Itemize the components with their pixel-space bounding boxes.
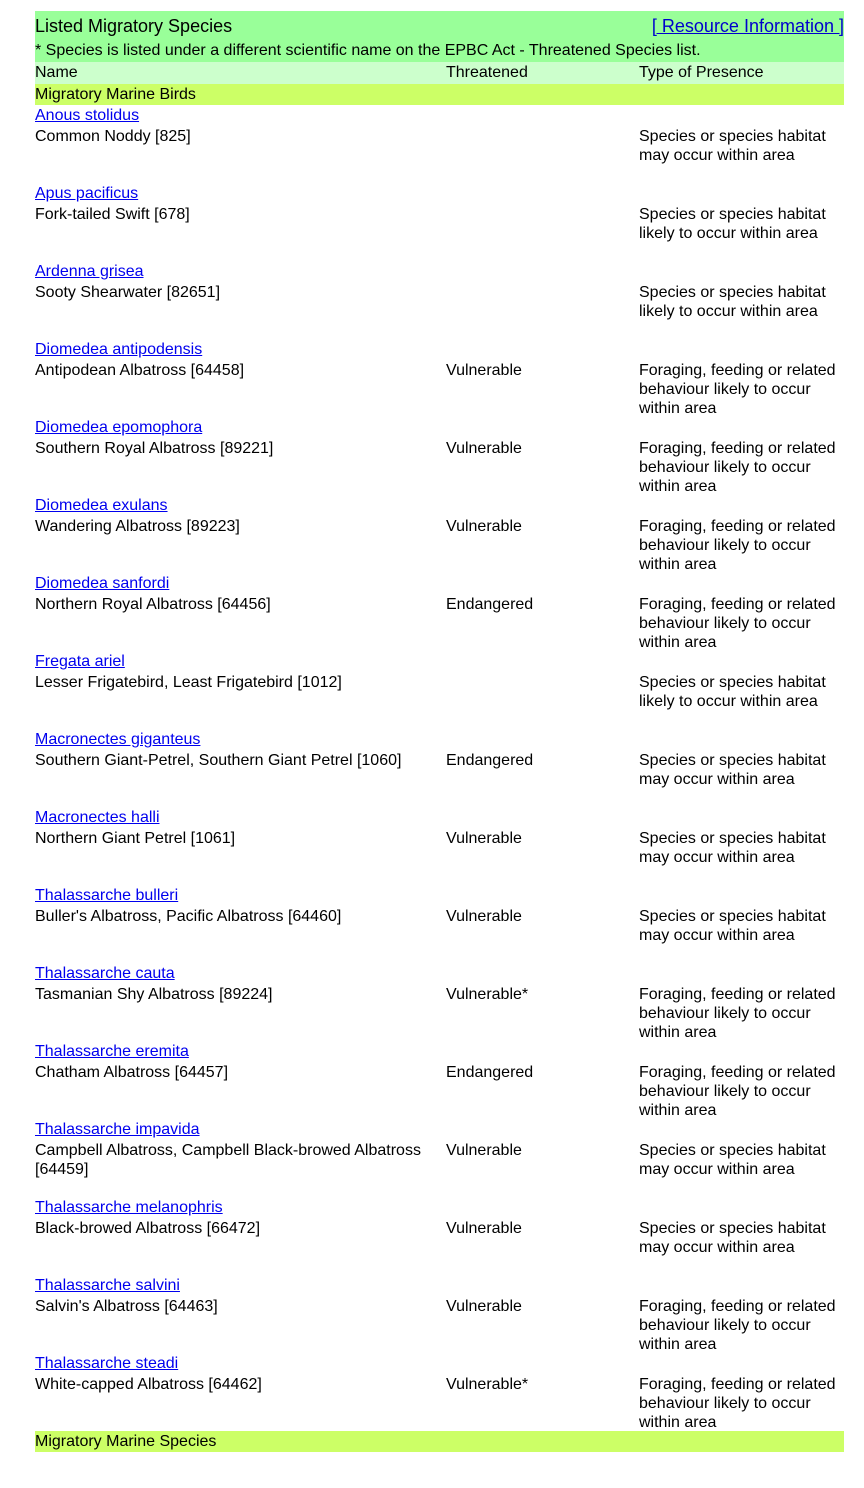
species-type-of-presence: Foraging, feeding or related behaviour likely to occur within area — [639, 986, 836, 1041]
species-type-of-presence: Species or species habitat may occur within area — [639, 908, 826, 944]
species-common-name: Lesser Frigatebird, Least Frigatebird [1012] — [35, 674, 342, 691]
table-row — [35, 105, 844, 183]
table-row — [35, 963, 844, 1041]
species-type-of-presence: Foraging, feeding or related behaviour likely to occur within area — [639, 440, 836, 495]
species-threatened-status: Vulnerable — [446, 830, 522, 847]
species-type-of-presence: Foraging, feeding or related behaviour likely to occur within area — [639, 1064, 836, 1119]
table-row — [35, 1353, 844, 1431]
species-common-name: Sooty Shearwater [82651] — [35, 284, 221, 301]
species-type-of-presence: Species or species habitat may occur within area — [639, 1142, 826, 1178]
species-scientific-name-link[interactable]: Diomedea exulans — [35, 497, 168, 514]
species-common-name: Campbell Albatross, Campbell Black-browed Albatross [64459] — [35, 1142, 421, 1178]
species-scientific-name-link[interactable]: Macronectes halli — [35, 809, 160, 826]
species-common-name: Black-browed Albatross [66472] — [35, 1220, 261, 1237]
species-threatened-status: Endangered — [446, 1064, 534, 1081]
species-threatened-status: Endangered — [446, 752, 534, 769]
species-common-name: Northern Giant Petrel [1061] — [35, 830, 236, 847]
species-common-name: Antipodean Albatross [64458] — [35, 362, 245, 379]
species-type-of-presence: Foraging, feeding or related behaviour likely to occur within area — [639, 1376, 836, 1431]
table-row — [35, 885, 844, 963]
table-row — [35, 261, 844, 339]
table-row — [35, 1041, 844, 1119]
resource-information-link[interactable]: [ Resource Information ] — [651, 16, 844, 36]
species-threatened-status: Endangered — [446, 596, 534, 613]
species-scientific-name-link[interactable]: Thalassarche cauta — [35, 965, 175, 982]
species-scientific-name-link[interactable]: Thalassarche melanophris — [35, 1199, 223, 1216]
table-row — [35, 1197, 844, 1275]
species-type-of-presence: Species or species habitat may occur within area — [639, 752, 826, 788]
species-table — [35, 11, 844, 1452]
species-scientific-name-link[interactable]: Anous stolidus — [35, 107, 140, 124]
species-threatened-status: Vulnerable* — [446, 986, 529, 1003]
species-common-name: White-capped Albatross [64462] — [35, 1376, 262, 1393]
table-row — [35, 1119, 844, 1197]
species-common-name: Wandering Albatross [89223] — [35, 518, 240, 535]
table-row — [35, 651, 844, 729]
table-row — [35, 1275, 844, 1353]
table-row — [35, 417, 844, 495]
species-common-name: Southern Giant-Petrel, Southern Giant Petrel [1060] — [35, 752, 402, 769]
species-scientific-name-link[interactable]: Diomedea sanfordi — [35, 575, 170, 592]
species-scientific-name-link[interactable]: Apus pacificus — [35, 185, 139, 202]
species-scientific-name-link[interactable]: Fregata ariel — [35, 653, 125, 670]
table-row — [35, 339, 844, 417]
species-scientific-name-link[interactable]: Ardenna grisea — [35, 263, 144, 280]
species-scientific-name-link[interactable]: Thalassarche steadi — [35, 1355, 179, 1372]
species-common-name: Chatham Albatross [64457] — [35, 1064, 229, 1081]
species-type-of-presence: Foraging, feeding or related behaviour likely to occur within area — [639, 362, 836, 417]
column-header-row — [35, 62, 844, 84]
species-type-of-presence: Species or species habitat may occur within area — [639, 830, 826, 866]
species-type-of-presence: Species or species habitat may occur within area — [639, 1220, 826, 1256]
species-common-name: Southern Royal Albatross [89221] — [35, 440, 274, 457]
species-common-name: Salvin's Albatross [64463] — [35, 1298, 218, 1315]
species-scientific-name-link[interactable]: Macronectes giganteus — [35, 731, 201, 748]
species-threatened-status: Vulnerable* — [446, 1376, 529, 1393]
species-scientific-name-link[interactable]: Thalassarche impavida — [35, 1121, 200, 1138]
table-row — [35, 495, 844, 573]
species-threatened-status: Vulnerable — [446, 1298, 522, 1315]
table-row — [35, 807, 844, 885]
table-row — [35, 183, 844, 261]
species-type-of-presence: Foraging, feeding or related behaviour likely to occur within area — [639, 596, 836, 651]
section-title: Listed Migratory Species — [35, 16, 233, 36]
table-row — [35, 729, 844, 807]
species-threatened-status: Vulnerable — [446, 362, 522, 379]
group-header-marine-species: Migratory Marine Species — [35, 1431, 844, 1452]
species-scientific-name-link[interactable]: Diomedea epomophora — [35, 419, 203, 436]
species-scientific-name-link[interactable]: Thalassarche bulleri — [35, 887, 179, 904]
section-title-bar — [35, 11, 844, 40]
footnote-note: * Species is listed under a different scientific name on the EPBC Act - Threatened Species list. — [35, 40, 844, 62]
species-scientific-name-link[interactable]: Thalassarche eremita — [35, 1043, 189, 1060]
species-type-of-presence: Foraging, feeding or related behaviour likely to occur within area — [639, 1298, 836, 1353]
species-common-name: Tasmanian Shy Albatross [89224] — [35, 986, 273, 1003]
column-header-name: Name — [35, 64, 78, 81]
species-type-of-presence: Species or species habitat likely to occur within area — [639, 284, 826, 320]
species-threatened-status: Vulnerable — [446, 908, 522, 925]
species-type-of-presence: Species or species habitat likely to occur within area — [639, 674, 826, 710]
species-threatened-status: Vulnerable — [446, 1142, 522, 1159]
species-common-name: Northern Royal Albatross [64456] — [35, 596, 271, 613]
species-threatened-status: Vulnerable — [446, 1220, 522, 1237]
species-type-of-presence: Species or species habitat may occur within area — [639, 128, 826, 164]
species-type-of-presence: Species or species habitat likely to occur within area — [639, 206, 826, 242]
column-header-threatened: Threatened — [446, 64, 528, 81]
species-threatened-status: Vulnerable — [446, 518, 522, 535]
species-type-of-presence: Foraging, feeding or related behaviour likely to occur within area — [639, 518, 836, 573]
species-common-name: Fork-tailed Swift [678] — [35, 206, 190, 223]
species-common-name: Buller's Albatross, Pacific Albatross [64460] — [35, 908, 342, 925]
table-row — [35, 573, 844, 651]
column-header-presence: Type of Presence — [639, 64, 764, 81]
species-scientific-name-link[interactable]: Thalassarche salvini — [35, 1277, 180, 1294]
species-common-name: Common Noddy [825] — [35, 128, 191, 145]
species-rows — [35, 105, 844, 1431]
species-threatened-status: Vulnerable — [446, 440, 522, 457]
species-scientific-name-link[interactable]: Diomedea antipodensis — [35, 341, 203, 358]
group-header-marine-birds: Migratory Marine Birds — [35, 84, 844, 105]
